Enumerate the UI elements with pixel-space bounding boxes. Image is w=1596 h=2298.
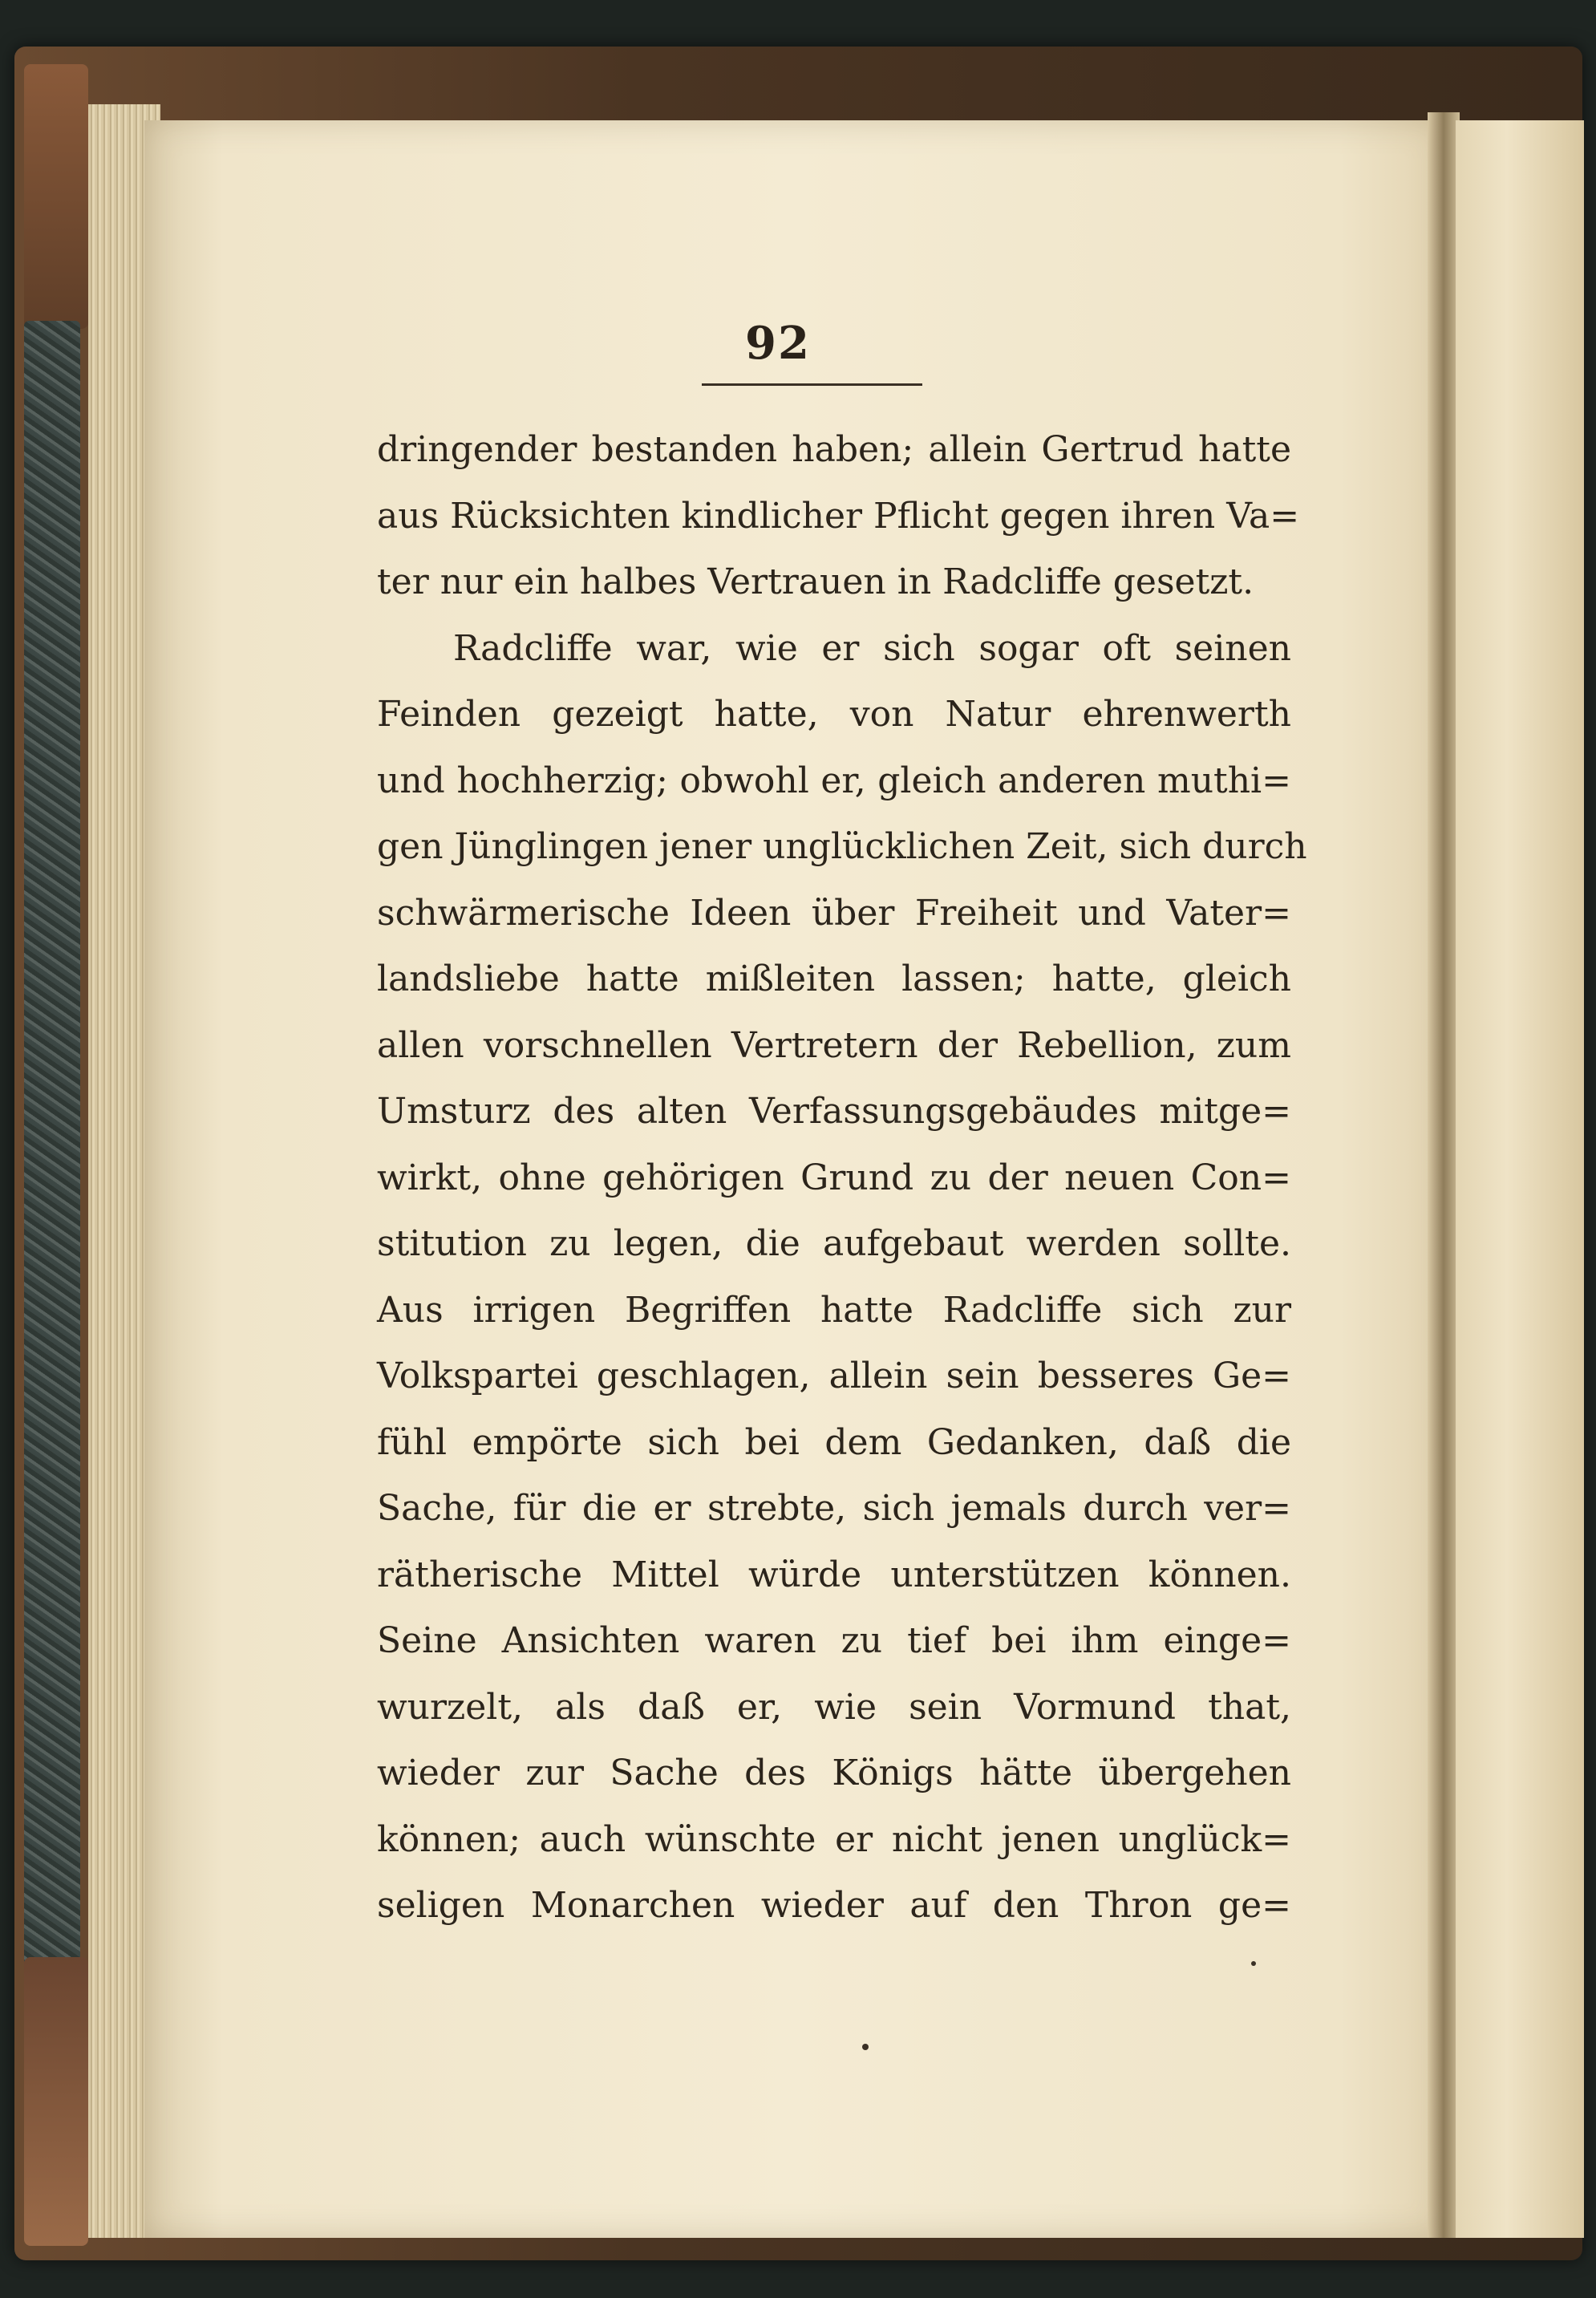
- text-line: wirkt, ohne gehörigen Grund zu der neuen Con=: [377, 1157, 1291, 1198]
- text-line: wurzelt, als daß er, wie sein Vormund that,: [377, 1686, 1291, 1728]
- text-line: ter nur ein halbes Vertrauen in Radcliffe gesetzt.: [377, 561, 1254, 602]
- text-line: Volkspartei geschlagen, allein sein besseres Ge=: [377, 1356, 1291, 1396]
- text-line: Umsturz des alten Verfassungsgebäudes mitge=: [377, 1091, 1291, 1132]
- text-line: dringender bestanden haben; allein Gertrud hatte: [377, 429, 1291, 470]
- spine-leather-bottom: [24, 1957, 88, 2246]
- text-line: landsliebe hatte mißleiten lassen; hatte, gleich: [377, 959, 1291, 999]
- text-line: Seine Ansichten waren zu tief bei ihm einge=: [377, 1620, 1291, 1661]
- text-line: können; auch wünschte er nicht jenen unglück=: [377, 1818, 1291, 1860]
- text-line: rätherische Mittel würde unterstützen können.: [377, 1554, 1291, 1595]
- text-line: gen Jünglingen jener unglücklichen Zeit, sich durch: [377, 826, 1307, 867]
- facing-page: [1456, 120, 1584, 2238]
- spine-leather-top: [24, 64, 88, 329]
- text-line: und hochherzig; obwohl er, gleich anderen muthi=: [377, 760, 1291, 801]
- text-line: Sache, für die er strebte, sich jemals durch ver=: [377, 1488, 1291, 1529]
- ink-speck: [862, 2044, 869, 2050]
- text-line: Aus irrigen Begriffen hatte Radcliffe sich zur: [377, 1289, 1291, 1331]
- ink-speck: [1251, 1961, 1256, 1966]
- text-line: Radcliffe war, wie er sich sogar oft seinen: [453, 627, 1291, 669]
- text-line: allen vorschnellen Vertretern der Rebellion, zum: [377, 1024, 1291, 1066]
- text-line: aus Rücksichten kindlicher Pflicht gegen ihren Va=: [377, 495, 1300, 537]
- text-line: stitution zu legen, die aufgebaut werden sollte.: [377, 1223, 1291, 1264]
- text-line: wieder zur Sache des Königs hätte übergehen: [377, 1753, 1291, 1793]
- body-text: [377, 417, 1307, 1939]
- text-line: seligen Monarchen wieder auf den Thron ge=: [377, 1885, 1291, 1926]
- page-gutter: [1428, 112, 1460, 2238]
- page-number: 92: [745, 317, 811, 370]
- text-line: schwärmerische Ideen über Freiheit und Vater=: [377, 892, 1291, 934]
- spine-cloth: [24, 321, 80, 1965]
- text-line: fühl empörte sich bei dem Gedanken, daß die: [377, 1421, 1291, 1463]
- text-line: Feinden gezeigt hatte, von Natur ehrenwerth: [377, 694, 1291, 735]
- header-rule: [702, 383, 922, 386]
